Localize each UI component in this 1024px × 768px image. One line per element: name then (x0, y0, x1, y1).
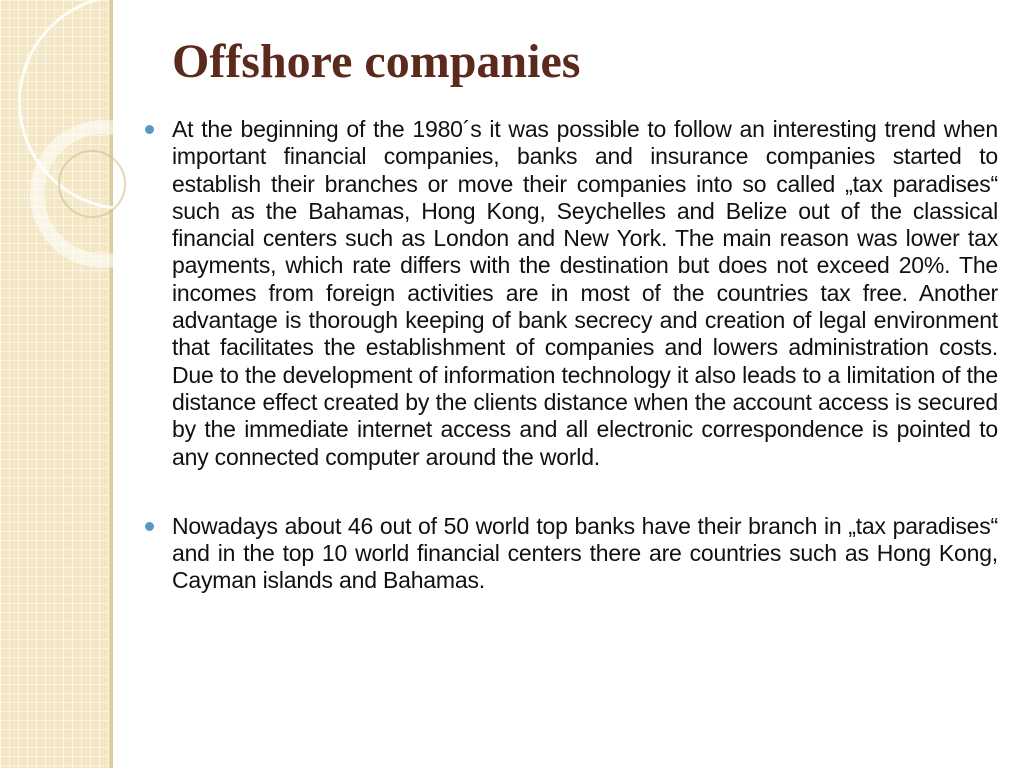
bullet-item (145, 116, 998, 471)
bullet-dot-icon (145, 125, 154, 134)
bullet-text: Nowadays about 46 out of 50 world top banks have their branch in „tax paradises“ and in the top 10 world financial centers there are countries such as Hong Kong, Cayman islands and Bahamas. (172, 512, 998, 594)
bullet-item (145, 513, 998, 595)
bullet-dot-icon (145, 522, 154, 531)
bullet-text: At the beginning of the 1980´s it was possible to follow an interesting trend when important financial companies, banks and insurance companies started to establish their branches or move their companies into so called „tax paradises“ such as the Bahamas, Hong Kong, Seychelles and Belize out of the classical financial centers such as London and New York. The main reason was lower tax payments, which rate differs with the destination but does not exceed 20%. The incomes from foreign activities are in most of the countries tax free. Another advantage is thorough keeping of bank secrecy and creation of legal environment that facilitates the establishment of companies and lowers administration costs. Due to the development of information technology it also leads to a limitation of the distance effect created by the clients distance when the account access is secured by the immediate internet access and all electronic correspondence is pointed to any connected computer around the world. (172, 116, 998, 470)
bullet-list (145, 116, 998, 595)
slide-title: Offshore companies (172, 35, 581, 88)
decorative-ring-small (58, 150, 126, 218)
